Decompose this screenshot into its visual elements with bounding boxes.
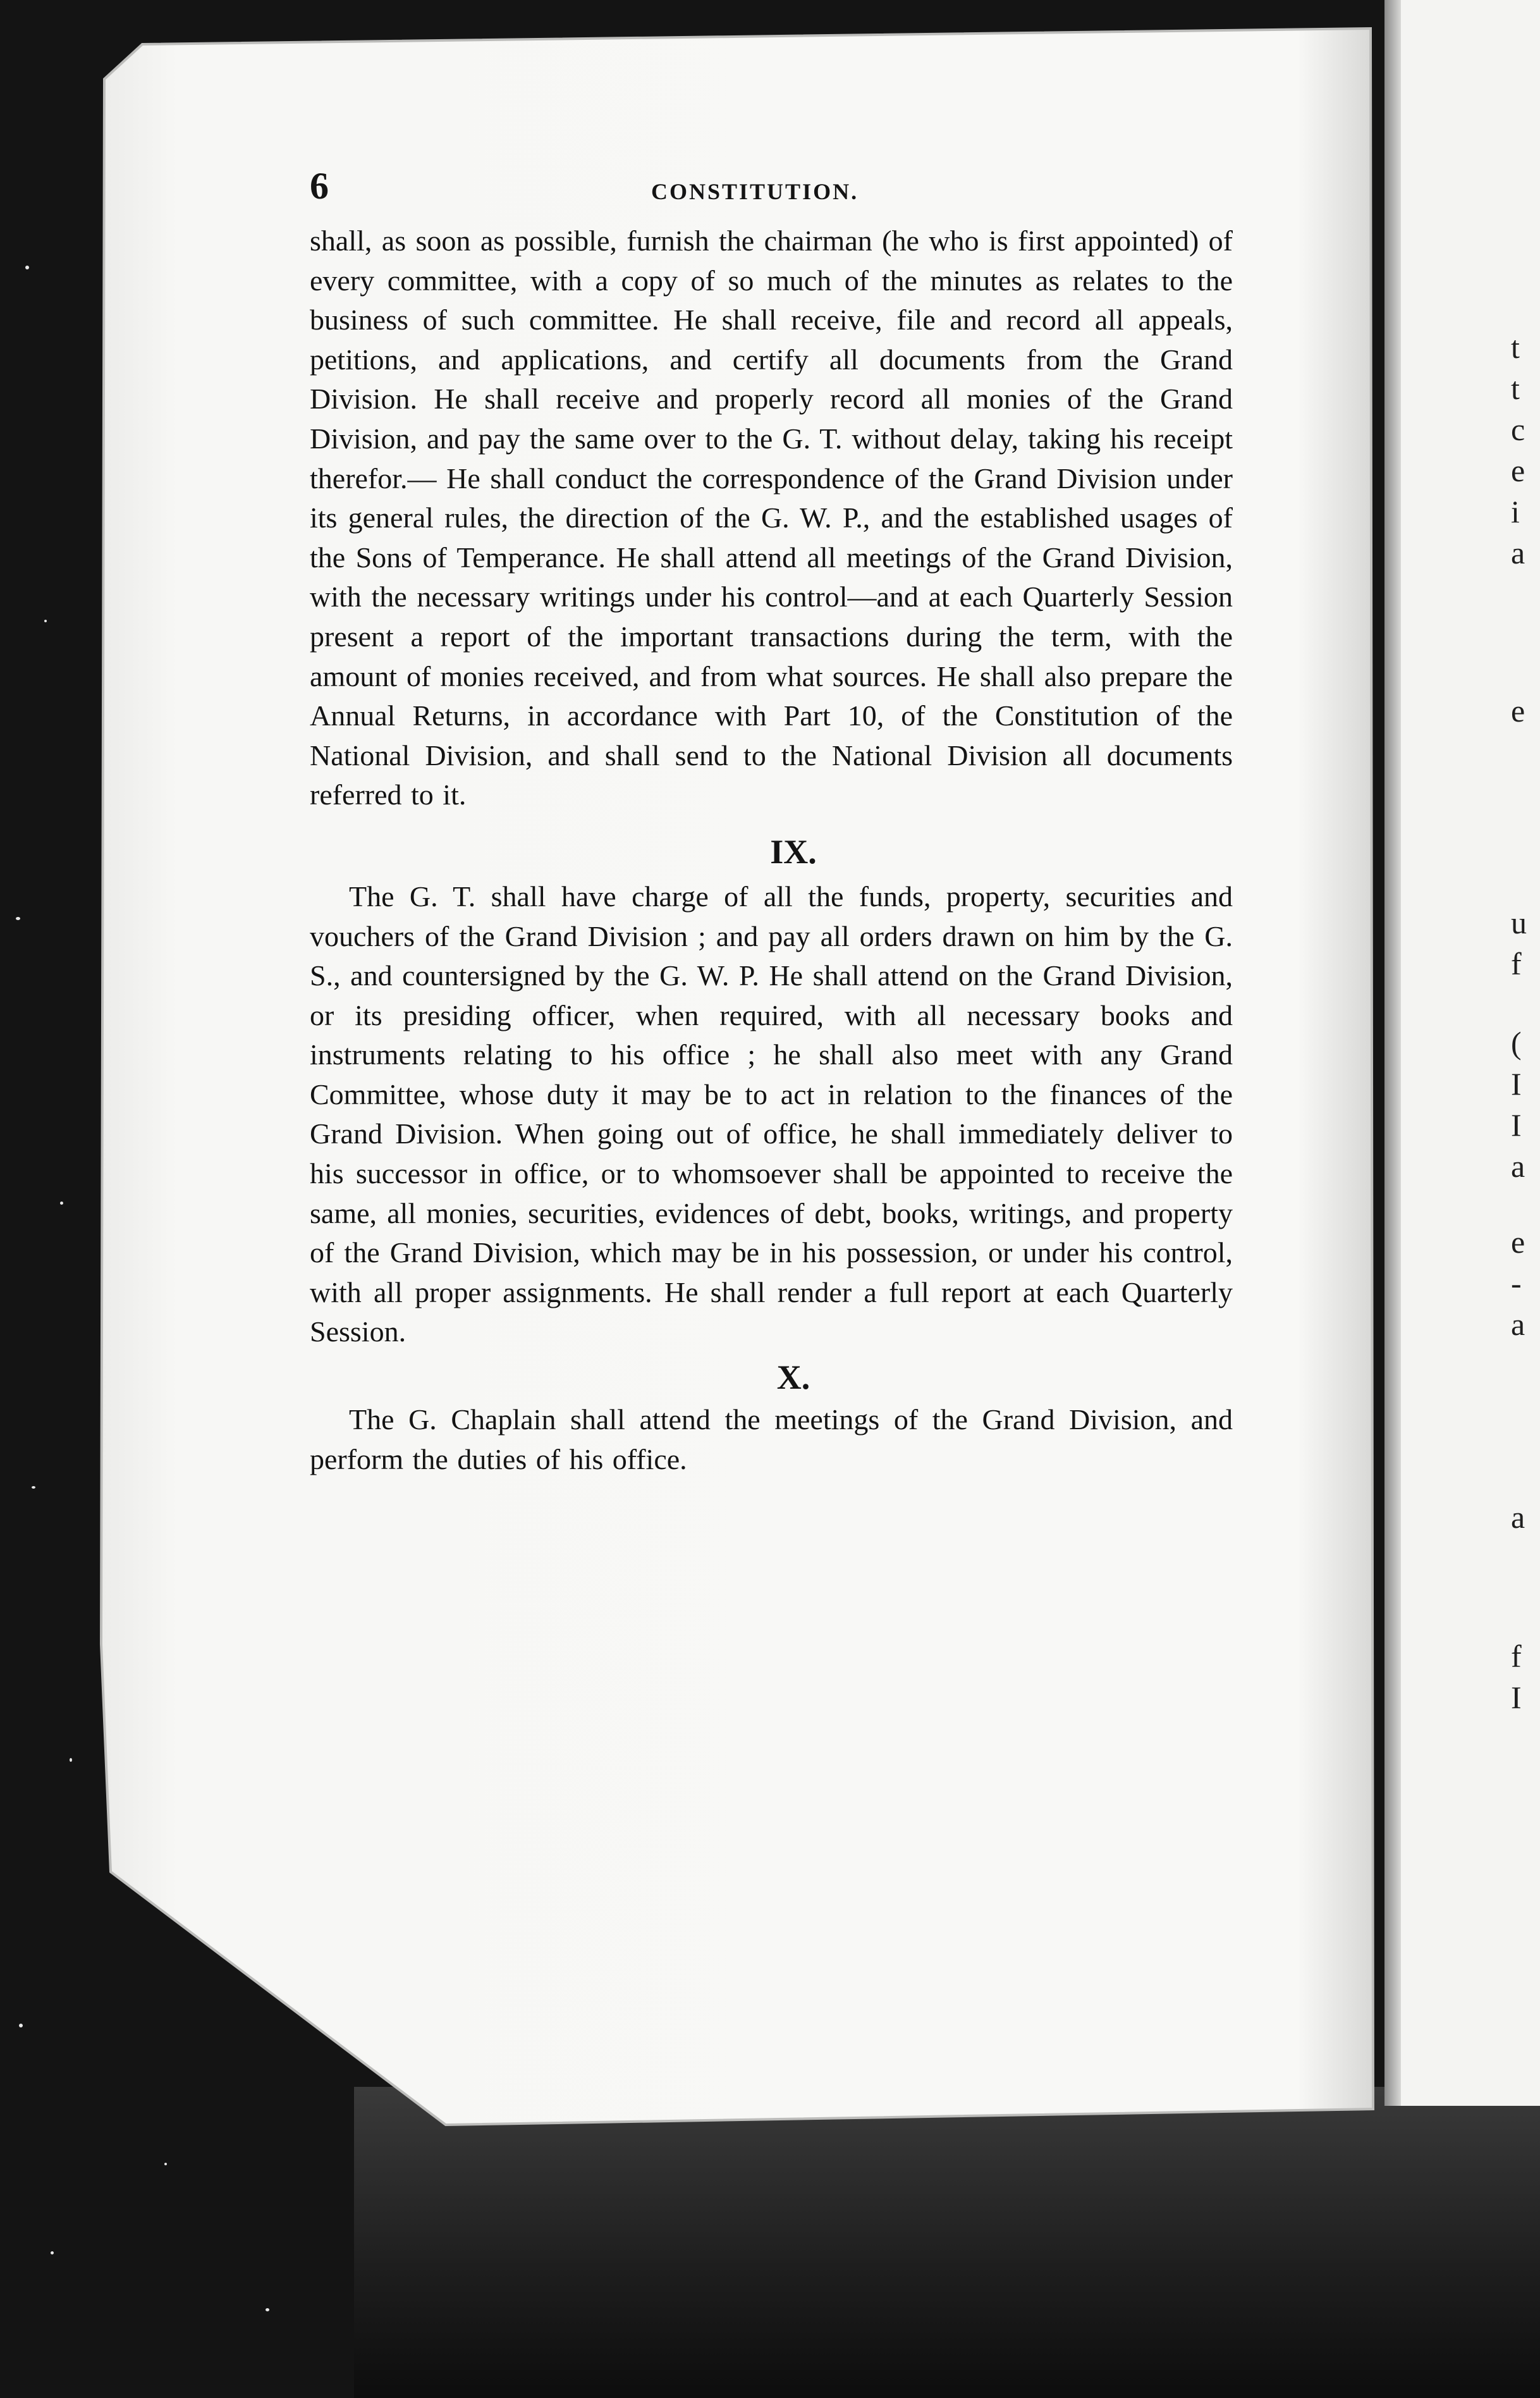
facing-letter: e: [1511, 1224, 1525, 1260]
page-content: [310, 164, 1233, 1479]
continued-paragraph: shall, as soon as possible, furnish the chairman (he who is first appointed) of every committee, with a copy of so much of the minutes as relates to the business of such committee. He shall receive, file and record all appeals, petitions, and applications, and certify all documents from the Grand Division. He shall receive and properly record all monies of the Grand Division, and pay the same over to the G. T. without delay, taking his receipt therefor.— He shall conduct the correspondence of the Grand Division under its general rules, the direction of the G. W. P., and the established usages of the Sons of Temperance. He shall attend all meetings of the Grand Division, with the necessary writings under his control—and at each Quarterly Session present a report of the important transactions during the term, with the amount of monies received, and from what sources. He shall also prepare the Annual Returns, in accordance with Part 10, of the Constitution of the National Division, and shall send to the National Division all documents referred to it.: [310, 224, 1233, 811]
facing-letter: (: [1511, 1025, 1522, 1061]
facing-letter: e: [1511, 693, 1525, 729]
facing-letter: a: [1511, 1307, 1525, 1342]
running-head: [310, 164, 1233, 221]
page-number: 6: [310, 165, 329, 207]
facing-letter: c: [1511, 412, 1525, 447]
facing-letter: f: [1511, 1639, 1522, 1674]
facing-letter: e: [1511, 453, 1525, 488]
section-heading-ix: IX.: [770, 832, 817, 871]
facing-letter: a: [1511, 535, 1525, 570]
running-title: CONSTITUTION.: [651, 179, 859, 204]
facing-letter: u: [1511, 905, 1527, 940]
facing-letter: t: [1511, 371, 1520, 406]
facing-letter: -: [1511, 1265, 1522, 1301]
facing-letter: I: [1511, 1107, 1522, 1143]
section-x-paragraph: The G. Chaplain shall attend the meetings of the Grand Division, and perform the duties of his office.: [310, 1403, 1233, 1475]
facing-letter: t: [1511, 329, 1520, 365]
facing-letter: a: [1511, 1148, 1525, 1184]
facing-letter: a: [1511, 1499, 1525, 1535]
facing-letter: f: [1511, 946, 1522, 981]
facing-letter: I: [1511, 1066, 1522, 1102]
facing-letter: I: [1511, 1680, 1522, 1715]
facing-letter: i: [1511, 494, 1520, 529]
section-ix-paragraph: The G. T. shall have charge of all the funds, property, securities and vouchers of the Grand Division ; and pay all orders drawn on him by the G. S., and countersigned by the G. W. P. He shall attend on the Grand Division, or its presiding officer, when required, with all necessary books and instruments relating to his office ; he shall also meet with any Grand Committee, whose duty it may be to act in relation to the finances of the Grand Division. When going out of office, he shall immediately deliver to his successor in office, or to whomsoever shall be appointed to receive the same, all monies, securities, evidences of debt, books, writings, and property of the Grand Division, which may be in his possession, or under his control, with all proper assignments. He shall render a full report at each Quarterly Session.: [310, 880, 1233, 1348]
section-heading-x: X.: [776, 1358, 810, 1397]
